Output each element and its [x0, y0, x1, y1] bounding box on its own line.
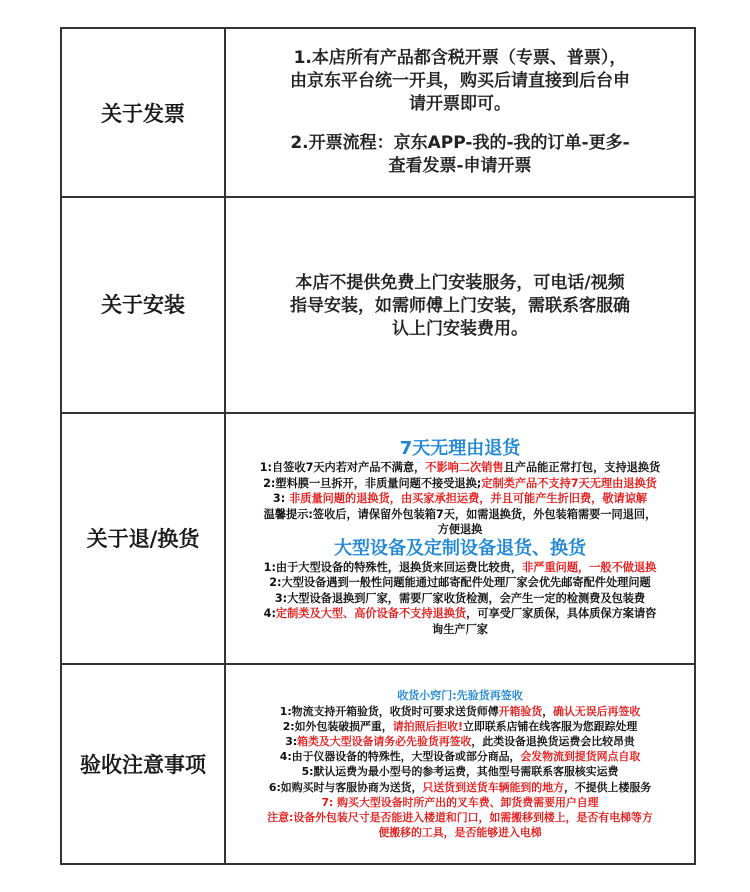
return-tip: 温馨提示:签收后，请保留外包装箱7天，如需退换货，外包装箱需要一同退回，	[263, 507, 657, 521]
install-paragraph	[290, 272, 630, 341]
inspection-label: 验收注意事项	[80, 753, 206, 777]
inspection-note-cont: 便搬移的工具，是否能够进入电梯	[378, 826, 542, 840]
returns-label: 关于退/换货	[86, 526, 200, 551]
text-line: 2.开票流程：京东APP-我的-我的订单-更多-	[290, 133, 630, 153]
large-rule-4-cont: 询生产厂家	[432, 622, 488, 636]
inspection-rule-6: 6:如购买时与客服协商为送货，只送货到送货车辆能到的地方，不提供上楼服务	[268, 780, 652, 794]
return-rule-1: 1:自签收7天内若对产品不满意，不影响二次销售且产品能正常打包，支持退换货	[259, 461, 661, 474]
inspection-row	[62, 663, 694, 865]
inspection-note: 注意:设备外包装尺寸是否能进入楼道和门口，如需搬移到楼上，是否有电梯等方	[267, 811, 653, 824]
inspection-rule-4: 4:由于仪器设备的特殊性，大型设备或部分商品，会发物流到提货网点自取	[279, 750, 641, 764]
install-label: 关于安装	[101, 293, 185, 317]
invoice-content	[226, 29, 694, 196]
inspection-rule-1: 1:物流支持开箱验货，收货时可要求送货师傅开箱验货，确认无误后再签收	[279, 704, 641, 718]
seven-day-return-title: 7天无理由退货	[399, 438, 521, 459]
inspection-rule-3: 3:箱类及大型设备请务必先验货再签收，此类设备退换货运费会比较昂贵	[285, 734, 635, 748]
text-line: 由京东平台统一开具，购买后请直接到后台申	[290, 71, 630, 91]
large-rule-4: 4:定制类及大型、高价设备不支持退换货，可享受厂家质保，具体质保方案请咨	[263, 607, 657, 620]
return-rule-2: 2:塑料膜一旦拆开，非质量问题不接受退换;定制类产品不支持7天无理由退换货	[263, 476, 657, 490]
text-line: 本店不提供免费上门安装服务，可电话/视频	[295, 273, 625, 293]
inspection-rule-5: 5:默认运费为最小型号的参考运费，其他型号需联系客服核实运费	[301, 765, 619, 779]
large-rule-2: 2:大型设备遇到一般性问题能通过邮寄配件处理厂家会优先邮寄配件处理问题	[269, 576, 651, 589]
install-row	[62, 196, 694, 412]
returns-content	[226, 412, 694, 663]
text-line: 认上门安装费用。	[392, 319, 528, 339]
text-line: 指导安装，如需师傅上门安装，需联系客服确	[290, 296, 630, 316]
text-line: 请开票即可。	[409, 94, 511, 114]
returns-row	[62, 412, 694, 663]
inspection-content	[226, 663, 694, 865]
return-rule-3: 3: 非质量问题的退换货，由买家承担运费，并且可能产生折旧费，敬请谅解	[272, 492, 648, 505]
inspection-tip-title: 收货小窍门:先验货再签收	[397, 688, 523, 702]
invoice-paragraph-1	[290, 47, 630, 116]
invoice-row	[62, 29, 694, 196]
invoice-paragraph-2	[290, 132, 629, 178]
large-rule-1: 1:由于大型设备的特殊性，退换货来回运费比较贵，非严重问题，一般不做退换	[263, 560, 657, 574]
install-content	[226, 196, 694, 412]
large-equipment-return-title: 大型设备及定制设备退货、换货	[334, 537, 586, 559]
inspection-rule-7: 7: 购买大型设备时所产出的叉车费、卸货费需要用户自理	[321, 795, 599, 809]
text-line: 1.本店所有产品都含税开票（专票、普票），	[293, 48, 627, 68]
inspection-rule-2: 2:如外包装破损严重，请拍照后拒收!立即联系店铺在线客服为您跟踪处理	[282, 719, 638, 733]
text-line: 查看发票-申请开票	[388, 156, 532, 176]
large-rule-3: 3:大型设备退换到厂家，需要厂家收货检测，会产生一定的检测费及包装费	[274, 591, 646, 605]
info-table	[60, 27, 696, 865]
return-tip-cont: 方便退换	[437, 523, 483, 536]
invoice-label: 关于发票	[101, 101, 185, 126]
